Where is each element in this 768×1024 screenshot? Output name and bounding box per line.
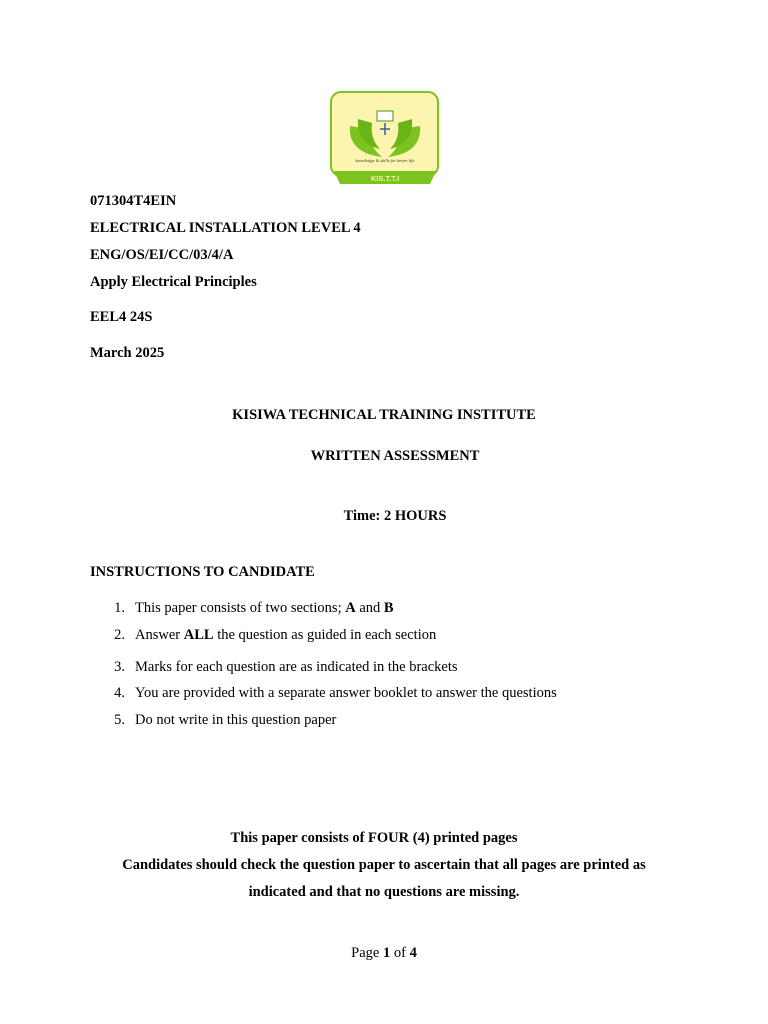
- instruction-text: Marks for each question are as indicated in the brackets: [135, 659, 458, 675]
- time-allowed: Time: 2 HOURS: [343, 508, 447, 524]
- institute-logo: [330, 91, 440, 187]
- instruction-number: 1.: [114, 600, 125, 616]
- paper-code: 071304T4EIN: [90, 193, 177, 209]
- class-code: EEL4 24S: [90, 309, 153, 325]
- page-number: Page 1 of 4: [351, 945, 417, 961]
- check-note-line2: indicated and that no questions are missing.: [248, 884, 520, 900]
- exam-date: March 2025: [90, 345, 165, 361]
- assessment-title: WRITTEN ASSESSMENT: [310, 448, 480, 464]
- check-note-line1: Candidates should check the question paper to ascertain that all pages are printed as: [122, 857, 646, 873]
- instruction-number: 5.: [114, 712, 125, 728]
- instruction-text: This paper consists of two sections; A and B: [135, 600, 394, 616]
- instructions-heading: INSTRUCTIONS TO CANDIDATE: [90, 564, 315, 580]
- instruction-text: You are provided with a separate answer booklet to answer the questions: [135, 685, 557, 701]
- course-title: ELECTRICAL INSTALLATION LEVEL 4: [90, 220, 361, 236]
- instruction-number: 4.: [114, 685, 125, 701]
- logo-banner: KIS.T.T.I: [370, 174, 400, 183]
- institution-name: KISIWA TECHNICAL TRAINING INSTITUTE: [232, 407, 536, 423]
- instruction-number: 3.: [114, 659, 125, 675]
- unit-title: Apply Electrical Principles: [90, 274, 257, 290]
- unit-code: ENG/OS/EI/CC/03/4/A: [90, 247, 234, 263]
- instruction-number: 2.: [114, 627, 125, 643]
- pages-note: This paper consists of FOUR (4) printed pages: [230, 830, 518, 846]
- instruction-text: Answer ALL the question as guided in each section: [135, 627, 437, 643]
- logo-motto: knowledge & skills for better life: [355, 158, 415, 163]
- instruction-text: Do not write in this question paper: [135, 712, 337, 728]
- logo-emblem: [330, 91, 440, 187]
